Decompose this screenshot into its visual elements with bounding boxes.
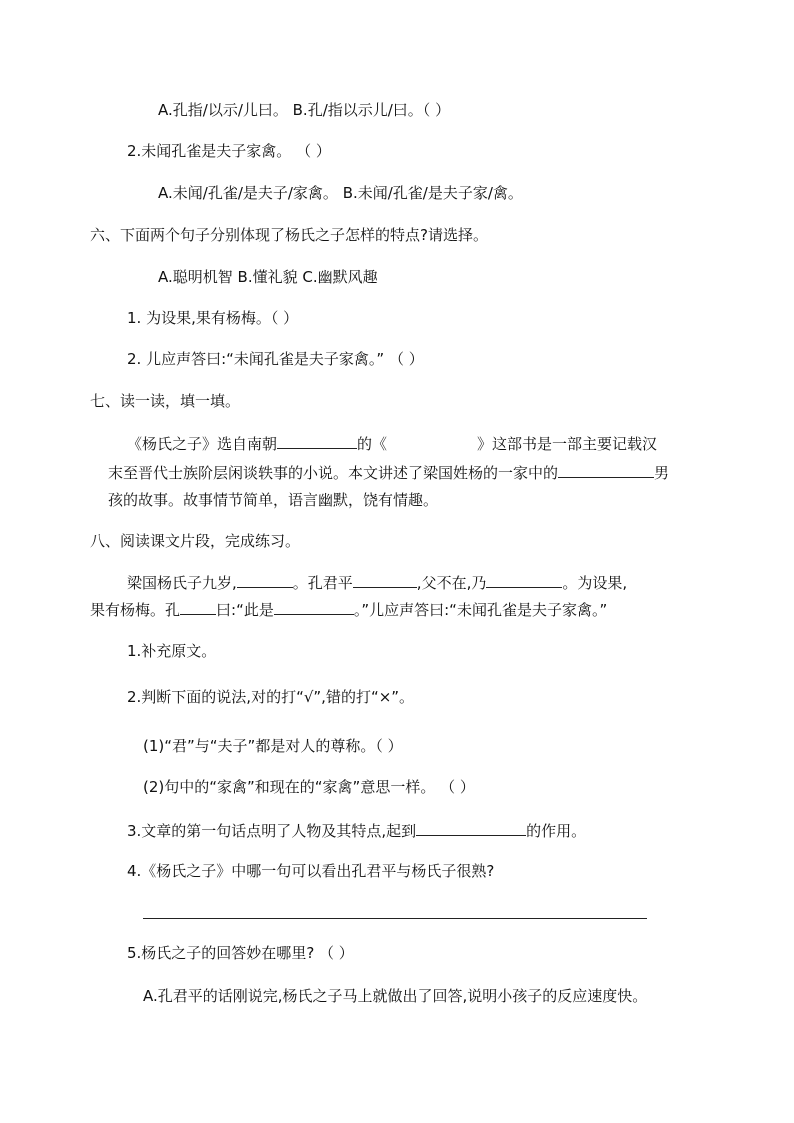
fill-blank[interactable] [237,571,293,588]
text-segment: 的《 [357,435,388,453]
section-8-para-line-2 [90,598,607,621]
section-8-title: 八、阅读课文片段，完成练习。 [90,532,301,550]
fill-blank[interactable] [274,598,354,615]
text-segment: 曰:“此是 [216,601,274,619]
text-segment: 末至晋代士族阶层闲谈轶事的小说。本文讲述了梁国姓杨的一家中的 [108,464,559,482]
section-8-para-line-1 [127,571,627,594]
section-6-q1: 1. 为设果,果有杨梅。（ ） [127,309,299,327]
fill-blank[interactable] [353,571,417,588]
option-line-a-b-2: A.未闻/孔雀/是夫子/家禽。 B.未闻/孔雀/是夫子家/禽。 [158,184,523,202]
fill-blank[interactable] [416,819,526,836]
section-7-para-line-3: 孩的故事。故事情节简单，语言幽默，饶有情趣。 [108,491,439,509]
section-8-q5-option-a: A.孔君平的话刚说完,杨氏之子马上就做出了回答,说明小孩子的反应速度快。 [143,987,648,1005]
text-segment: 男 [654,464,670,482]
section-7-para-line-2 [108,461,669,484]
fill-blank[interactable] [486,571,562,588]
text-segment: 3.文章的第一句话点明了人物及其特点,起到 [127,822,417,840]
section-6-choices: A.聪明机智 B.懂礼貌 C.幽默风趣 [158,268,378,286]
section-8-q1: 1.补充原文。 [127,642,217,660]
text-segment: 《杨氏之子》选自南朝 [127,435,278,453]
section-8-q4: 4.《杨氏之子》中哪一句可以看出孔君平与杨氏子很熟? [127,862,495,880]
option-line-a-b: A.孔指/以示/儿曰。 B.孔/指以示儿/曰。（ ） [158,101,451,119]
text-segment: 。孔君平 [292,574,353,592]
fill-blank[interactable] [180,598,216,615]
section-8-q2: 2.判断下面的说法,对的打“√”,错的打“×”。 [127,688,415,706]
question-2: 2.未闻孔雀是夫子家禽。 （ ） [127,142,331,160]
section-6-title: 六、下面两个句子分别体现了杨氏之子怎样的特点?请选择。 [90,226,488,244]
text-segment: 的作用。 [526,822,587,840]
text-segment: 》这部书是一部主要记载汉 [477,435,658,453]
section-8-q2-item-1: (1)“君”与“夫子”都是对人的尊称。（ ） [143,737,403,755]
text-segment: ,父不在,乃 [416,574,487,592]
section-7-para-line-1 [127,432,657,455]
text-segment: 。为设果, [562,574,628,592]
answer-line[interactable] [143,918,647,919]
text-segment: 果有杨梅。孔 [90,601,181,619]
section-8-q2-item-2: (2)句中的“家禽”和现在的“家禽”意思一样。 （ ） [143,778,475,796]
fill-blank[interactable] [558,461,654,478]
text-segment: 梁国杨氏子九岁, [127,574,237,592]
section-8-q5: 5.杨氏之子的回答妙在哪里? （ ） [127,944,354,962]
section-8-q3 [127,819,586,842]
fill-blank[interactable] [277,432,357,449]
section-7-title: 七、读一读，填一填。 [90,392,241,410]
section-6-q2: 2. 儿应声答曰:“未闻孔雀是夫子家禽。” （ ） [127,350,424,368]
text-segment: 。”儿应声答曰:“未闻孔雀是夫子家禽。” [353,601,608,619]
